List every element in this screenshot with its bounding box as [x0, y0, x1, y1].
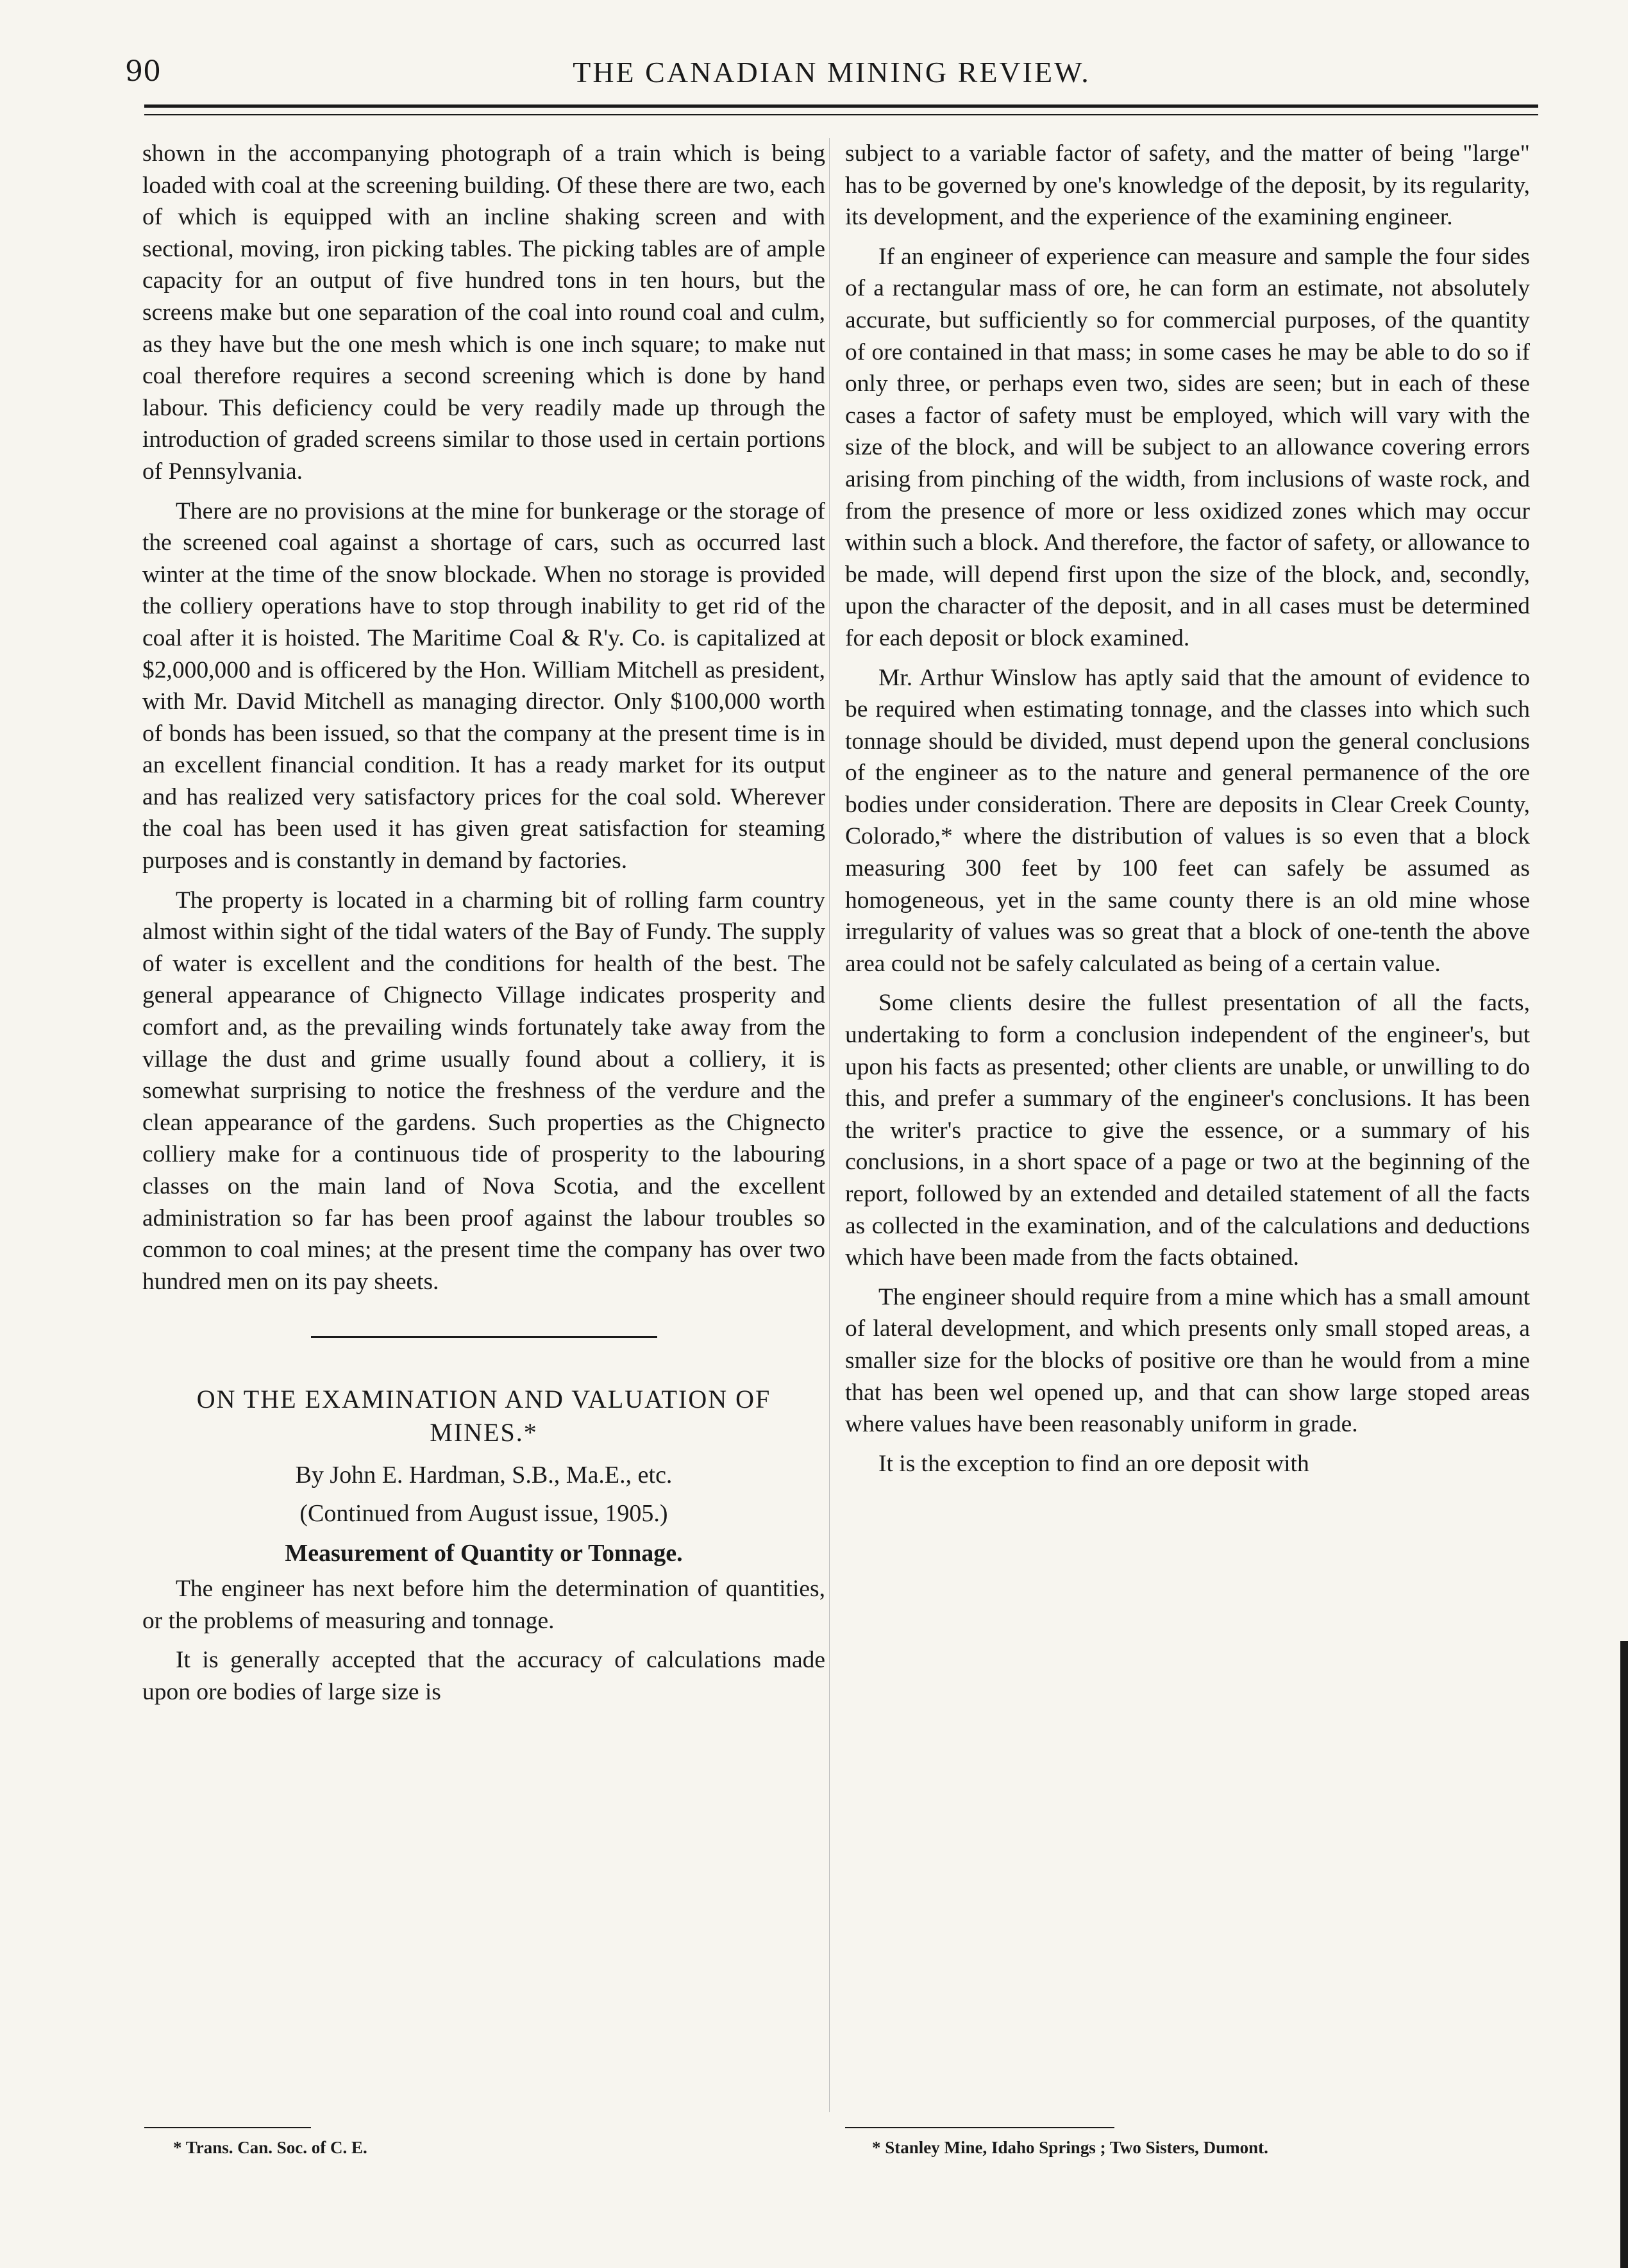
footnote-rule — [144, 2127, 311, 2128]
running-head: THE CANADIAN MINING REVIEW. — [573, 56, 1091, 88]
footnote-rule — [845, 2127, 1114, 2128]
paragraph: The engineer should require from a mine which has a small amount of lateral development, and which presents only small stoped areas, a smaller size for the blocks of positive ore than he would from a mine that has been wel opened up, and that can show large stoped areas where values have been reasonably uniform in grade. — [845, 1283, 1530, 1438]
continued-note: (Continued from August issue, 1905.) — [299, 1499, 668, 1527]
section-divider — [311, 1336, 657, 1338]
byline: By John E. Hardman, S.B., Ma.E., etc. — [295, 1462, 673, 1489]
footnote: * Stanley Mine, Idaho Springs ; Two Sisters, Dumont. — [872, 2138, 1268, 2157]
subheading: Measurement of Quantity or Tonnage. — [285, 1539, 683, 1567]
paragraph: The engineer has next before him the determination of quantities, or the problems of measuring and tonnage. — [142, 1576, 825, 1634]
left-column — [142, 138, 825, 1716]
paragraph: It is generally accepted that the accuracy of calculations made upon ore bodies of large size is — [142, 1647, 825, 1705]
paragraph: If an engineer of experience can measure and sample the four sides of a rectangular mass of ore, he can form an estimate, not absolutely accurate, but sufficiently so for commercial purposes, of the quantity of ore contained in that mass; in some cases he may be able to do so if only three, or perhaps even two, sides are seen; but in each of these cases a factor of safety must be employed, which will vary with the size of the block, and will be subject to an allowance covering errors arising from pinching of the width, from inclusions of waste rock, and from the presence of more or less oxidized zones which may occur within such a block. And therefore, the factor of safety, or allowance to be made, will depend first upon the size of the block, and, secondly, upon the character of the deposit, and in all cases must be determined for each deposit or block examined. — [845, 243, 1530, 651]
paragraph: Some clients desire the fullest presentation of all the facts, undertaking to form a conclusion independent of the engineer's, but upon his facts as presented; other clients are unable, or unwilling to do this, and prefer a summary of the engineer's conclusions. It has been the writer's practice to give the essence, or a summary of his conclusions, in a short space of a page or two at the beginning of the report, followed by an extended and detailed statement of all the facts as collected in the examination, and of the calculations and deductions which have been made from the facts obtained. — [845, 990, 1530, 1271]
footnote: * Trans. Can. Soc. of C. E. — [173, 2138, 367, 2157]
scan-edge-shadow — [1620, 1641, 1628, 2268]
paragraph: There are no provisions at the mine for bunkerage or the storage of the screened coal against a shortage of cars, such as occurred last winter at the time of the snow blockade. When no storage is provided the colliery operations have to stop through inability to get rid of the coal after it is hoisted. The Maritime Coal & R'y. Co. is capitalized at $2,000,000 and is officered by the Hon. William Mitchell as president, with Mr. David Mitchell as managing director. Only $100,000 worth of bonds has been issued, so that the company at the present time is in an excellent financial condition. It has a ready market for its output and has realized very satisfactory prices for the coal sold. Wherever the coal has been used it has given great satisfaction for steaming purposes and is constantly in demand by factories. — [142, 497, 825, 874]
right-column — [845, 138, 1530, 1487]
header-rule-thick — [144, 104, 1538, 108]
paragraph: The property is located in a charming bit of rolling farm country almost within sight of the tidal waters of the Bay of Fundy. The supply of water is excellent and the conditions for health of the best. The general appearance of Chignecto Village indicates prosperity and comfort and, as the prevailing winds fortunately take away from the village the dust and grime usually found about a colliery, it is somewhat surprising to notice the freshness of the verdure and the clean appearance of the gardens. Such properties as the Chignecto colliery make for a continuous tide of prosperity to the labouring classes on the main land of Nova Scotia, and the excellent administration so far has been proof against the labour troubles so common to coal mines; at the present time the company has over two hundred men on its pay sheets. — [142, 887, 825, 1295]
column-separator — [829, 138, 830, 2112]
header-rule-thin — [144, 114, 1538, 115]
paragraph: Mr. Arthur Winslow has aptly said that the amount of evidence to be required when estimating tonnage, and the classes into which such tonnage should be divided, must depend upon the general conclusions of the engineer as to the nature and general permanence of the ore bodies under consideration. There are deposits in Clear Creek County, Colorado,* where the distribution of values is so even that a block measuring 300 feet by 100 feet can safely be assumed as homogeneous, yet in the same county there is an old mine whose irregularity of values was so great that a block of one-tenth the above area could not be safely calculated as being of a certain value. — [845, 664, 1530, 977]
paragraph: shown in the accompanying photograph of a train which is being loaded with coal at the screening building. Of these there are two, each of which is equipped with an incline shaking screen and with sectional, moving, iron picking tables. The picking tables are of ample capacity for an output of five hundred tons in ten hours, but the screens make but one separation of the coal into round coal and culm, as they have but the one mesh which is one inch square; to make nut coal therefore requires a second screening which is done by hand labour. This deficiency could be very readily made up through the introduction of graded screens similar to those used in certain portions of Pennsylvania. — [142, 140, 825, 485]
paragraph: subject to a variable factor of safety, and the matter of being "large" has to be governed by one's knowledge of the deposit, by its regularity, its development, and the experience of the examining engineer. — [845, 140, 1530, 231]
page-number: 90 — [125, 55, 161, 88]
page-header — [125, 50, 1538, 95]
paragraph: It is the exception to find an ore deposit with — [878, 1450, 1309, 1477]
article-title: ON THE EXAMINATION AND VALUATION OF MINES.* — [196, 1385, 771, 1447]
